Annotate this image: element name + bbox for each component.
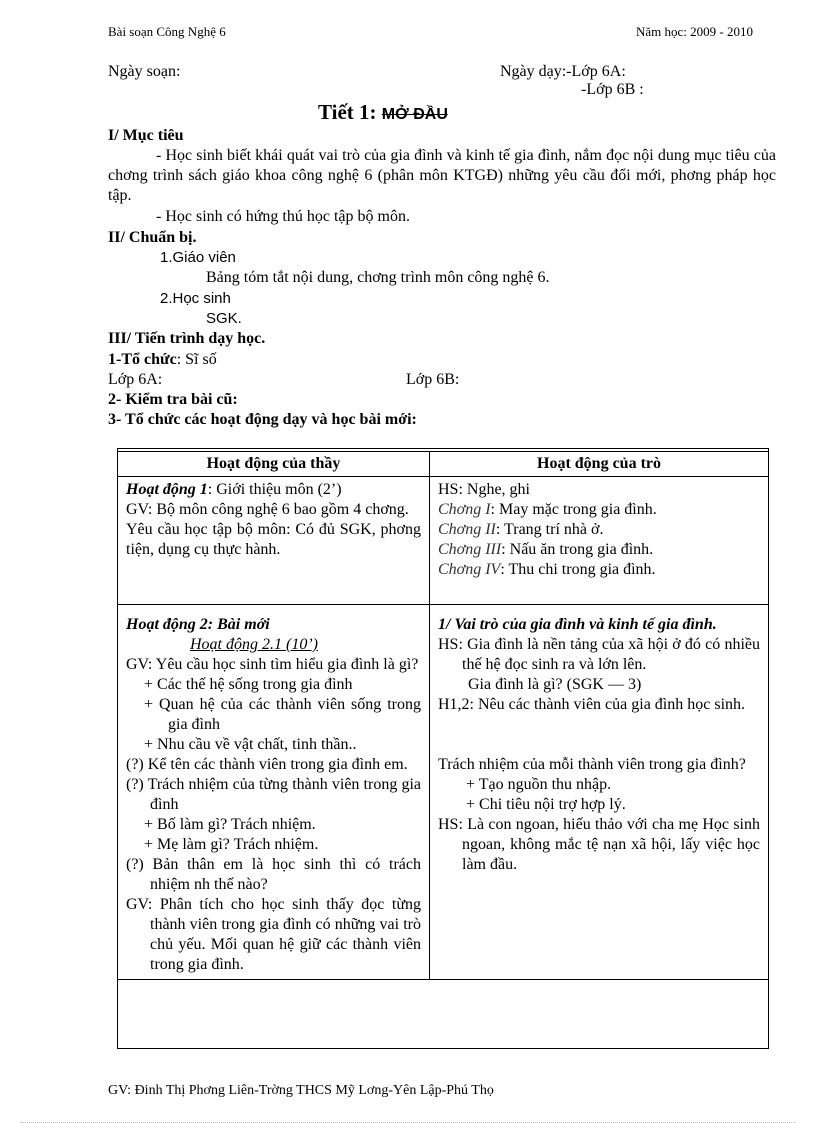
muc-tieu-line1: - Học sinh biết khái quát vai trò của gia đình và kinh tế gia đình, nắm đọc nội dung mục tiêu của chơng trình sách giáo khoa công nghệ 6 (phân môn KTGĐ) những yêu cầu đổi mới, phơng pháp học tập. bbox=[108, 147, 776, 204]
hd21: Hoạt động 2.1 (10’) bbox=[190, 636, 318, 653]
hoc-sinh: 2.Học sinh bbox=[160, 290, 231, 307]
kiem-tra: 2- Kiểm tra bài cũ: bbox=[108, 391, 238, 408]
bullet-1: + Các thế hệ sống trong gia đình bbox=[144, 676, 353, 693]
hd2-line bbox=[126, 615, 421, 635]
title-tiet: Tiết 1: bbox=[318, 100, 377, 124]
teacher-cell-2 bbox=[118, 605, 430, 980]
question-2: (?) Trách nhiệm của từng thành viên trong gia đình bbox=[126, 776, 421, 813]
lop-6b-date: -Lớp 6B : bbox=[581, 81, 644, 98]
s-bullet-2: + Chi tiêu nội trợ hợp lý. bbox=[466, 796, 626, 813]
chuong-4: Chơng IV: Thu chi trong gia đình. bbox=[438, 561, 656, 578]
table-row bbox=[118, 477, 769, 605]
student-cell-1 bbox=[430, 477, 769, 605]
table-row bbox=[118, 605, 769, 980]
ngay-soan: Ngày soạn: bbox=[108, 63, 181, 80]
hoat-dong-heading: 3- Tổ chức các hoạt động dạy và học bài mới: bbox=[108, 411, 417, 428]
gv-phan-tich: GV: Phân tích cho học sinh thấy đọc từng thành viên trong gia đình có những vai trò chủ yếu. Mối quan hệ giữ các thành viên trong gia đình. bbox=[126, 896, 421, 973]
to-chuc-rest: : Sĩ số bbox=[176, 351, 217, 368]
footer: GV: Đinh Thị Phơng Liên-Trờng THCS Mỹ Lơng-Yên Lập-Phú Thọ bbox=[108, 1083, 494, 1098]
section-chuan-bi: II/ Chuẩn bị. bbox=[108, 229, 197, 246]
section-tien-trinh: III/ Tiến trình dạy học. bbox=[108, 330, 266, 347]
chuong-1: Chơng I: May mặc trong gia đình. bbox=[438, 501, 657, 518]
header-left: Bài soạn Công Nghệ 6 bbox=[108, 24, 226, 39]
muc-tieu-line2: - Học sinh có hứng thú học tập bộ môn. bbox=[156, 208, 410, 225]
vai-tro-title: 1/ Vai trò của gia đình và kinh tế gia đình. bbox=[438, 616, 717, 633]
chuong-3: Chơng III: Nấu ăn trong gia đình. bbox=[438, 541, 654, 558]
table-header-row bbox=[118, 452, 769, 477]
question-1: (?) Kể tên các thành viên trong gia đình em. bbox=[126, 756, 408, 773]
gv-question: GV: Yêu cầu học sinh tìm hiểu gia đình là gì? bbox=[126, 656, 419, 673]
title-name: MỞ ĐẦU bbox=[381, 106, 448, 123]
chuong-2: Chơng II: Trang trí nhà ở. bbox=[438, 521, 604, 538]
ngay-day: Ngày dạy:-Lớp 6A: bbox=[500, 63, 626, 80]
spacer bbox=[438, 715, 760, 755]
s-bullet-1: + Tạo nguồn thu nhập. bbox=[466, 776, 612, 793]
hd1-rest: : Giới thiệu môn (2’) bbox=[207, 481, 342, 498]
trach-nhiem: Trách nhiệm của mỗi thành viên trong gia đình? bbox=[438, 756, 746, 773]
teacher-cell-1 bbox=[118, 477, 430, 605]
giao-vien-detail: Bảng tóm tắt nội dung, chơng trình môn công nghệ 6. bbox=[206, 269, 550, 286]
gia-dinh-la-gi: Gia đình là gì? (SGK — 3) bbox=[468, 676, 642, 693]
hd2-rest: : Bài mới bbox=[207, 616, 270, 633]
bullet-3: + Nhu cầu về vật chất, tinh thần.. bbox=[144, 736, 357, 753]
hs-gia-dinh: HS: Gia đình là nền tảng của xã hội ở đó có nhiều thế hệ đọc sinh ra và lớn lên. bbox=[438, 636, 760, 673]
student-cell-2 bbox=[430, 605, 769, 980]
section-muc-tieu: I/ Mục tiêu bbox=[108, 127, 184, 144]
hd2-label: Hoạt động 2 bbox=[126, 616, 208, 633]
hs-con-ngoan: HS: Là con ngoan, hiếu thảo với cha mẹ Học sinh ngoan, không mắc tệ nạn xã hội, lấy việc học làm đầu. bbox=[438, 816, 760, 873]
col-teacher: Hoạt động của thầy bbox=[118, 452, 430, 477]
question-3: (?) Bản thân em là học sinh thì có trách nhiệm nh thế nào? bbox=[126, 856, 421, 893]
hd1-line bbox=[126, 480, 421, 500]
page-title bbox=[318, 100, 448, 125]
lop-6a: Lớp 6A: bbox=[108, 371, 163, 388]
header-right: Năm học: 2009 - 2010 bbox=[636, 24, 753, 39]
hd1-label: Hoạt động 1 bbox=[126, 481, 208, 498]
bullet-2: + Quan hệ của các thành viên sống trong gia đình bbox=[144, 696, 421, 733]
bullet-5: + Mẹ làm gì? Trách nhiệm. bbox=[144, 836, 319, 853]
col-student: Hoạt động của trò bbox=[430, 452, 769, 477]
to-chuc-label: 1-Tổ chức bbox=[108, 351, 177, 368]
activity-table bbox=[117, 451, 769, 980]
to-chuc bbox=[108, 350, 217, 370]
hs-nghe: HS: Nghe, ghi bbox=[438, 481, 530, 498]
yeu-cau: Yêu cầu học tập bộ môn: Có đủ SGK, phơng tiện, dụng cụ thực hành. bbox=[126, 521, 421, 558]
giao-vien: 1.Giáo viên bbox=[160, 249, 236, 266]
lop-6b: Lớp 6B: bbox=[406, 371, 460, 388]
h12: H1,2: Nêu các thành viên của gia đình học sinh. bbox=[438, 696, 746, 713]
hoc-sinh-detail: SGK. bbox=[206, 310, 242, 327]
bullet-4: + Bố làm gì? Trách nhiệm. bbox=[144, 816, 316, 833]
gv1: GV: Bộ môn công nghệ 6 bao gồm 4 chơng. bbox=[126, 501, 409, 518]
